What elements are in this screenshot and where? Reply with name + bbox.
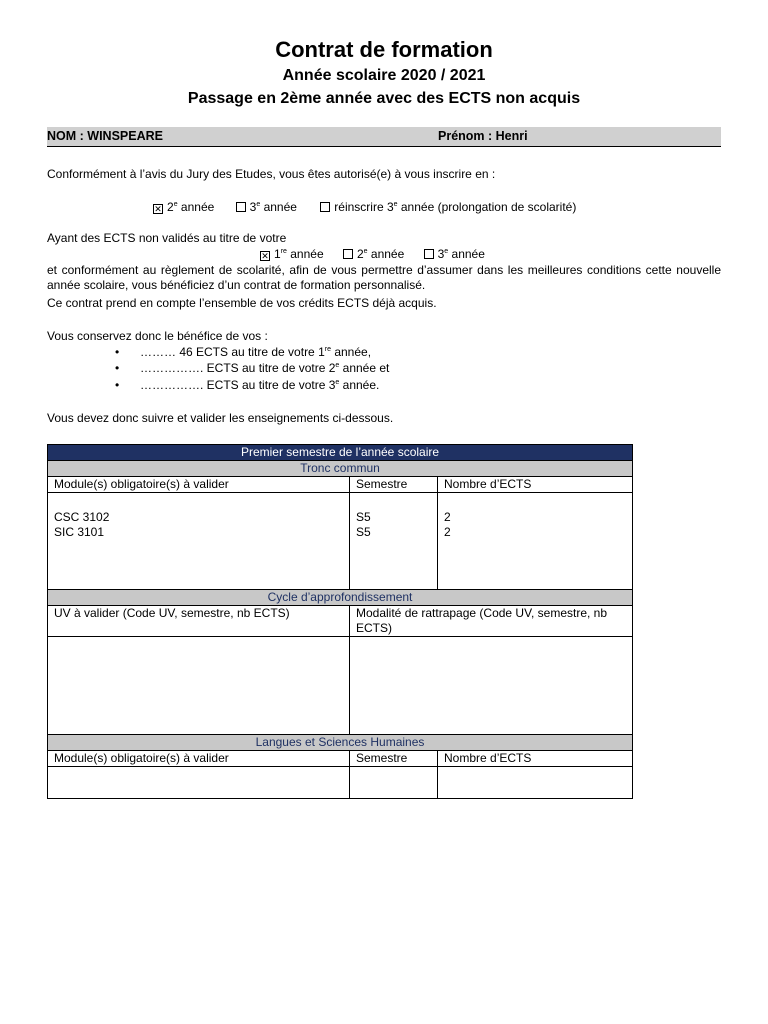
uv-cell bbox=[48, 637, 350, 735]
option-reinscrire: réinscrire 3e année (prolongation de scolarité) bbox=[320, 200, 576, 214]
tc-semestre-cell bbox=[350, 493, 438, 590]
year-1re: ✕ 1re année bbox=[261, 247, 324, 261]
year-3e: 3e année bbox=[424, 247, 485, 261]
section-tronc-commun: Tronc commun bbox=[48, 461, 633, 477]
checkbox-icon bbox=[236, 202, 246, 212]
contrat-paragraph: Ce contrat prend en compte l’ensemble de vos crédits ECTS déjà acquis. bbox=[47, 296, 437, 310]
rattrapage-cell bbox=[350, 637, 633, 735]
school-year: Année scolaire 2020 / 2021 bbox=[282, 67, 486, 84]
tc-ects-cell bbox=[438, 493, 633, 590]
inscription-options bbox=[153, 200, 576, 215]
ects-value: 2 bbox=[444, 510, 451, 524]
section-langues: Langues et Sciences Humaines bbox=[48, 735, 633, 751]
col-header-ects: Nombre d’ECTS bbox=[438, 477, 633, 493]
follow-text: Vous devez donc suivre et valider les enseignements ci-dessous. bbox=[47, 411, 394, 425]
col-header-ects: Nombre d’ECTS bbox=[438, 751, 633, 767]
bullet-icon: • bbox=[115, 361, 120, 375]
semestre-value: S5 bbox=[356, 525, 371, 539]
bullet-icon: • bbox=[115, 345, 120, 359]
module-code: SIC 3101 bbox=[54, 525, 105, 539]
col-header-semestre: Semestre bbox=[350, 477, 438, 493]
checkbox-icon bbox=[424, 249, 434, 259]
col-header-module: Module(s) obligatoire(s) à valider bbox=[48, 477, 350, 493]
section-cycle: Cycle d’approfondissement bbox=[48, 590, 633, 606]
langues-module-cell bbox=[48, 767, 350, 799]
col-header-uv: UV à valider (Code UV, semestre, nb ECTS) bbox=[48, 606, 350, 637]
document-subtitle: Passage en 2ème année avec des ECTS non acquis bbox=[187, 90, 581, 107]
student-nom: NOM : WINSPEARE bbox=[47, 129, 163, 143]
option-3e-annee: 3e année bbox=[236, 200, 301, 214]
langues-semestre-cell bbox=[350, 767, 438, 799]
tc-modules-cell bbox=[48, 493, 350, 590]
option-2e-annee: ✕ 2e année bbox=[154, 200, 215, 214]
checked-box-icon: ✕ bbox=[261, 251, 269, 261]
ects-intro: Ayant des ECTS non validés au titre de votre bbox=[47, 231, 287, 245]
courses-table bbox=[47, 444, 633, 799]
bullet-icon: • bbox=[115, 378, 120, 392]
checkbox-icon bbox=[343, 249, 353, 259]
year-2e: 2e année bbox=[343, 247, 408, 261]
checked-box-icon: ✕ bbox=[154, 204, 162, 214]
conserve-intro: Vous conservez donc le bénéfice de vos : bbox=[47, 329, 268, 343]
ects-year-options bbox=[260, 247, 485, 262]
semester-title: Premier semestre de l’année scolaire bbox=[48, 445, 633, 461]
reglement-paragraph: et conformément au règlement de scolarité, afin de vous permettre d’assumer dans les meilleures conditions cette nouvelle année scolaire, vous bénéficiez d’un contrat de formation personnalisé. bbox=[47, 263, 721, 292]
student-prenom: Prénom : Henri bbox=[438, 129, 528, 143]
checkbox-icon bbox=[320, 202, 330, 212]
table-row bbox=[48, 493, 633, 590]
intro-text: Conformément à l’avis du Jury des Etudes, vous êtes autorisé(e) à vous inscrire en : bbox=[47, 167, 496, 181]
document-title: Contrat de formation bbox=[275, 37, 493, 62]
semestre-value: S5 bbox=[356, 510, 371, 524]
ects-value: 2 bbox=[444, 525, 451, 539]
student-name-bar bbox=[47, 127, 721, 147]
table-row bbox=[48, 767, 633, 799]
langues-ects-cell bbox=[438, 767, 633, 799]
col-header-rattrapage: Modalité de rattrapage (Code UV, semestre, nb ECTS) bbox=[350, 606, 633, 637]
module-code: CSC 3102 bbox=[54, 510, 110, 524]
col-header-module: Module(s) obligatoire(s) à valider bbox=[48, 751, 350, 767]
col-header-semestre: Semestre bbox=[350, 751, 438, 767]
table-row bbox=[48, 637, 633, 735]
